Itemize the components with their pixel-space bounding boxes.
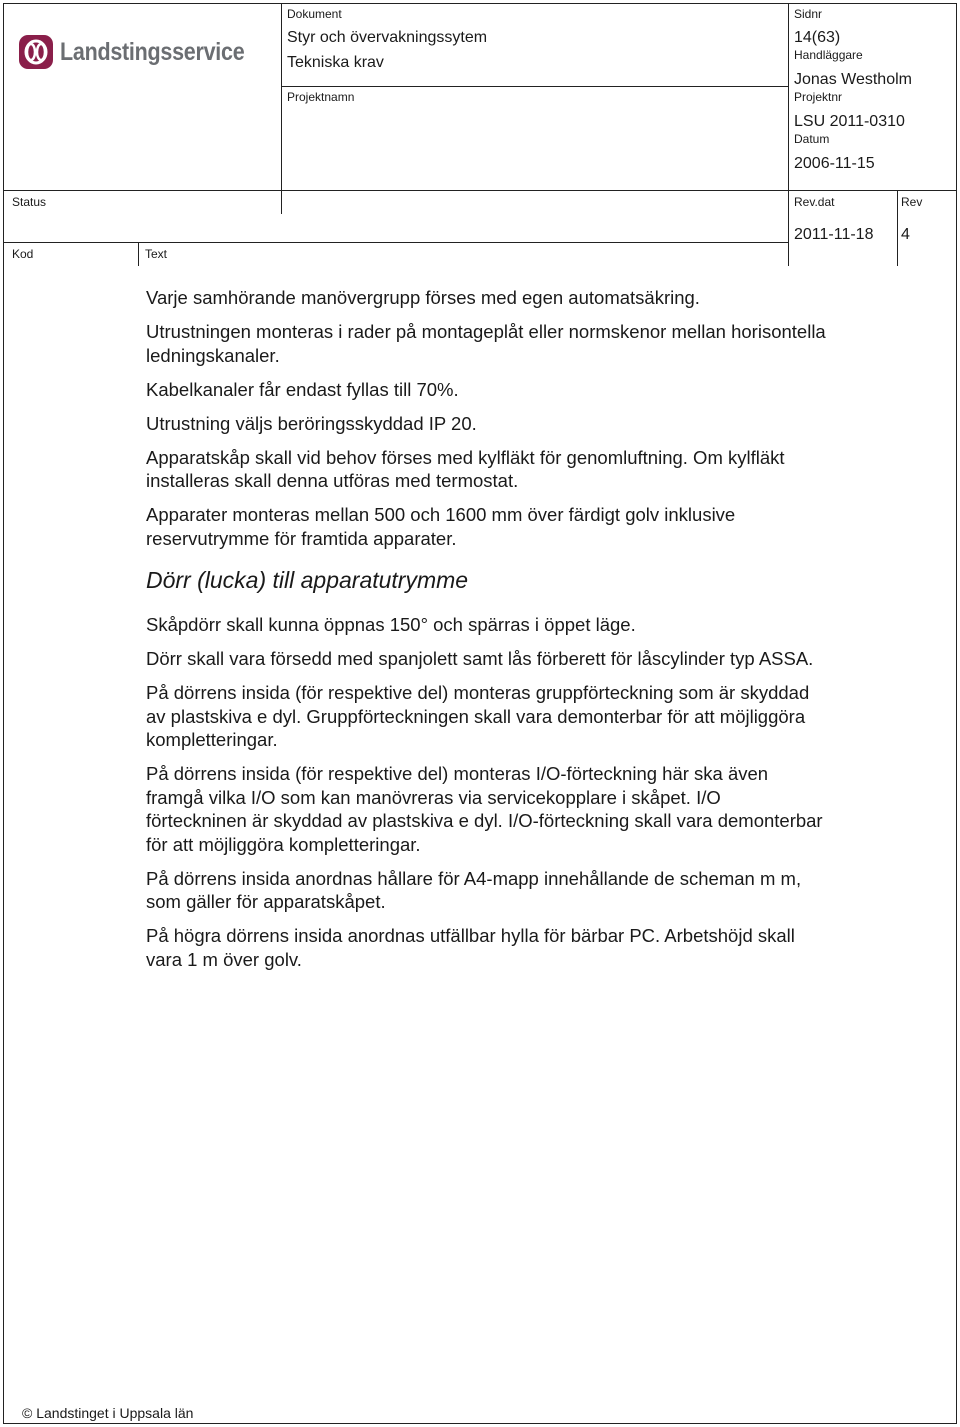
rev-label: Rev bbox=[901, 195, 923, 209]
rev-value: 4 bbox=[901, 226, 910, 243]
dokument-title-line1: Styr och övervakningssytem bbox=[287, 29, 488, 46]
paragraph: Apparatskåp skall vid behov förses med kylfläkt för genomluftning. Om kylfläkt installeras skall denna utföras med termostat. bbox=[146, 446, 785, 491]
paragraph: Apparater monteras mellan 500 och 1600 mm över färdigt golv inklusive reservutrymme för framtida apparater. bbox=[146, 504, 736, 549]
sidnr-value: 14(63) bbox=[794, 29, 841, 46]
logo-text: Landstingsservice bbox=[60, 37, 245, 66]
datum-label: Datum bbox=[794, 132, 830, 146]
paragraph: Varje samhörande manövergrupp förses med egen automatsäkring. bbox=[146, 287, 700, 308]
kod-label: Kod bbox=[12, 247, 34, 261]
document-header bbox=[4, 4, 956, 266]
paragraph: Utrustning väljs beröringsskyddad IP 20. bbox=[146, 412, 477, 434]
paragraph: På högra dörrens insida anordnas utfällbar hylla för bärbar PC. Arbetshöjd skall vara 1 m över golv. bbox=[146, 925, 795, 970]
projektnamn-label: Projektnamn bbox=[287, 90, 355, 104]
landstingsservice-logo bbox=[18, 34, 274, 70]
status-label: Status bbox=[12, 195, 47, 209]
datum-value: 2006-11-15 bbox=[794, 155, 875, 172]
handlaggare-value: Jonas Westholm bbox=[794, 71, 912, 88]
sidnr-label: Sidnr bbox=[794, 7, 823, 21]
dokument-title-line2: Tekniska krav bbox=[287, 54, 384, 71]
handlaggare-label: Handläggare bbox=[794, 48, 863, 62]
paragraph: Dörr skall vara försedd med spanjolett samt lås förberett för låscylinder typ ASSA. bbox=[146, 648, 814, 669]
paragraph: Kabelkanaler får endast fyllas till 70%. bbox=[146, 378, 459, 400]
dokument-label: Dokument bbox=[287, 7, 342, 21]
revdat-label: Rev.dat bbox=[794, 195, 835, 209]
logo-mark-icon bbox=[18, 34, 54, 70]
text-label: Text bbox=[145, 247, 168, 261]
paragraph: På dörrens insida (för respektive del) monteras gruppförteckning som är skyddad av plastskiva e dyl. Gruppförteckningen skall vara demonterbar för att möjliggöra kompletteringar. bbox=[146, 682, 810, 750]
document-page bbox=[3, 3, 957, 1424]
projektnr-label: Projektnr bbox=[794, 90, 843, 104]
paragraph: På dörrens insida (för respektive del) monteras I/O-förteckning här ska även framgå vilka I/O som kan manövreras via servicekopplare i skåpet. I/O förteckninen är skyddad av plastskiva e dyl. I/O-förteckning skall vara demonterbar för att möjliggöra kompletteringar. bbox=[146, 763, 823, 855]
revdat-value: 2011-11-18 bbox=[794, 226, 874, 243]
document-body bbox=[146, 286, 826, 982]
paragraph: På dörrens insida anordnas hållare för A4-mapp innehållande de scheman m m, som gäller för apparatskåpet. bbox=[146, 867, 802, 912]
section-heading: Dörr (lucka) till apparatutrymme bbox=[146, 567, 469, 593]
paragraph: Utrustningen monteras i rader på montageplåt eller normskenor mellan horisontella ledningskanaler. bbox=[146, 321, 826, 366]
projektnr-value: LSU 2011-0310 bbox=[794, 113, 905, 130]
paragraph: Skåpdörr skall kunna öppnas 150° och spärras i öppet läge. bbox=[146, 614, 636, 635]
footer-copyright: © Landstinget i Uppsala län bbox=[22, 1405, 194, 1421]
